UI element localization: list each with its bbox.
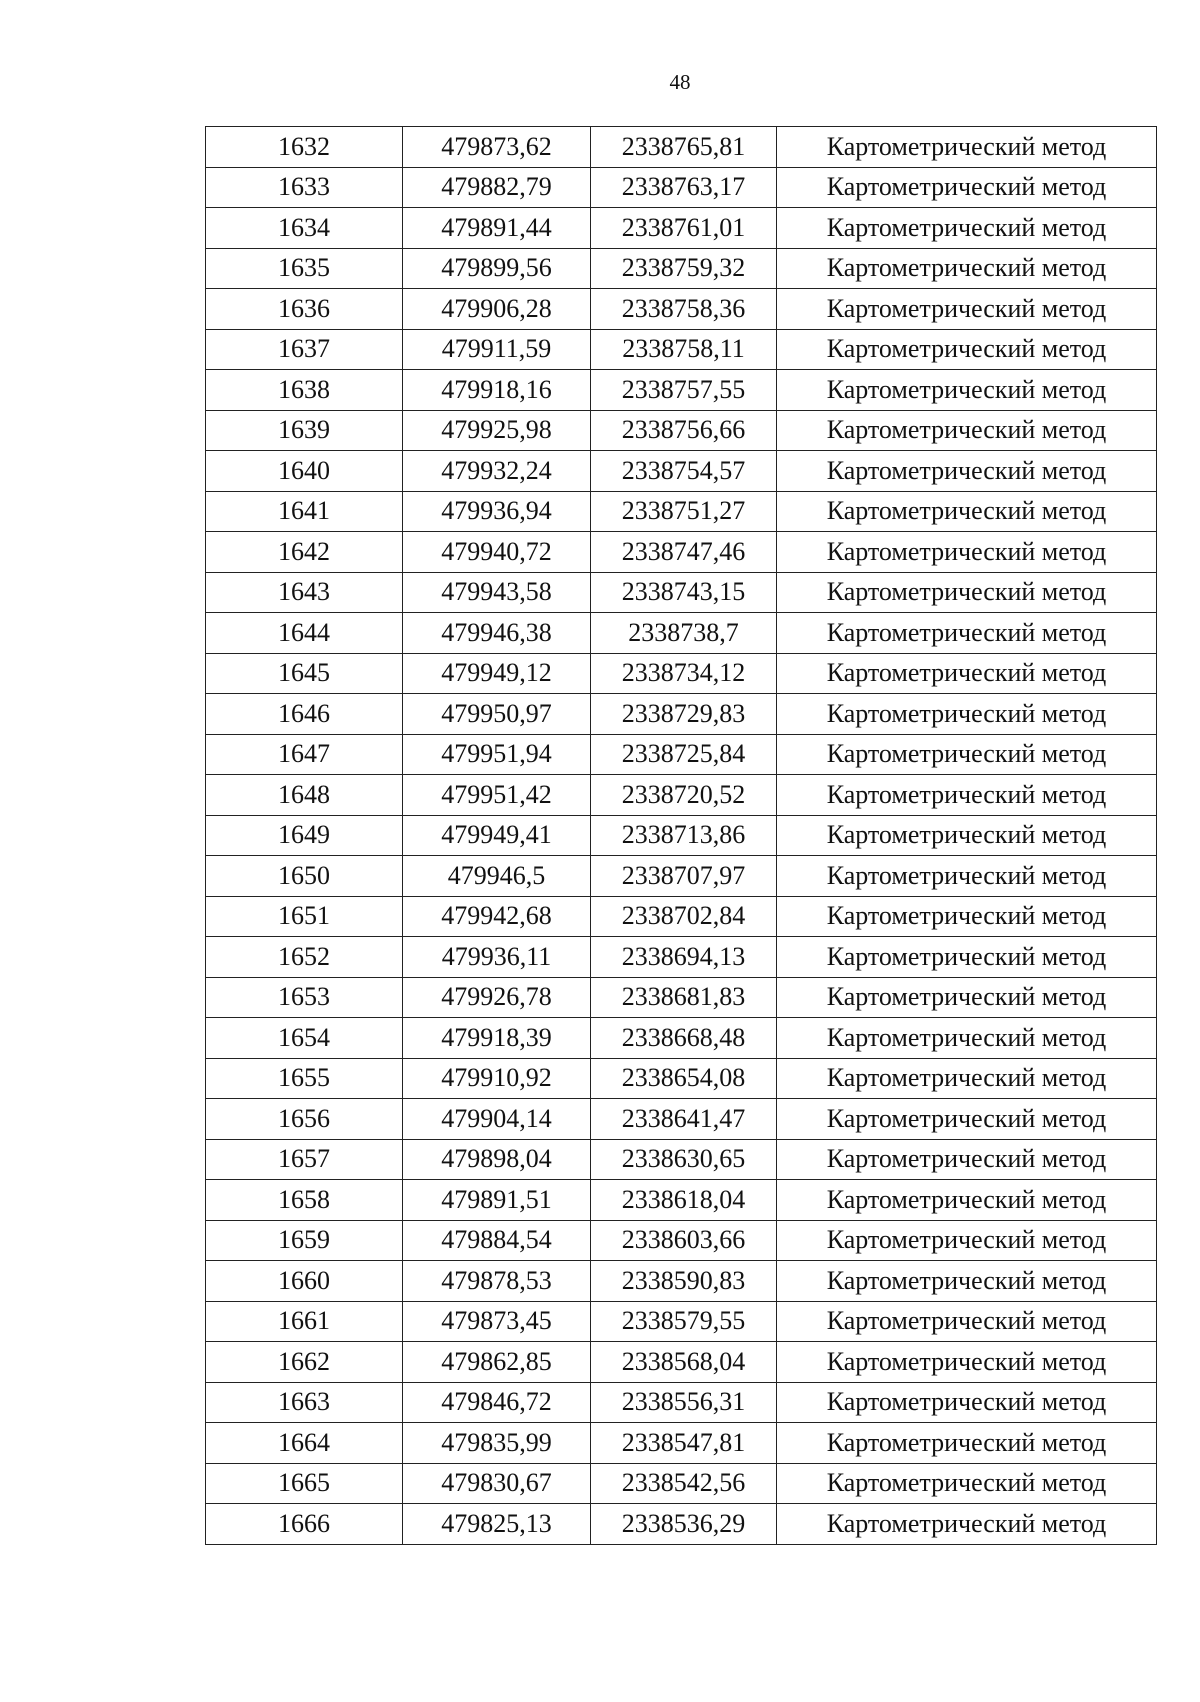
x-coordinate-cell: 479891,44	[403, 208, 591, 249]
method-cell: Картометрический метод	[777, 127, 1157, 168]
method-cell: Картометрический метод	[777, 491, 1157, 532]
point-number-cell: 1638	[206, 370, 403, 411]
table-row	[206, 896, 1157, 937]
method-cell: Картометрический метод	[777, 775, 1157, 816]
x-coordinate-cell: 479949,41	[403, 815, 591, 856]
x-coordinate-cell: 479873,45	[403, 1301, 591, 1342]
table-row	[206, 410, 1157, 451]
y-coordinate-cell: 2338654,08	[591, 1058, 777, 1099]
table-row	[206, 775, 1157, 816]
y-coordinate-cell: 2338681,83	[591, 977, 777, 1018]
method-cell: Картометрический метод	[777, 451, 1157, 492]
table-row	[206, 734, 1157, 775]
table-row	[206, 208, 1157, 249]
method-cell: Картометрический метод	[777, 1180, 1157, 1221]
point-number-cell: 1645	[206, 653, 403, 694]
table-row	[206, 977, 1157, 1018]
method-cell: Картометрический метод	[777, 856, 1157, 897]
x-coordinate-cell: 479940,72	[403, 532, 591, 573]
x-coordinate-cell: 479899,56	[403, 248, 591, 289]
table-row	[206, 167, 1157, 208]
x-coordinate-cell: 479898,04	[403, 1139, 591, 1180]
x-coordinate-cell: 479925,98	[403, 410, 591, 451]
x-coordinate-cell: 479951,42	[403, 775, 591, 816]
point-number-cell: 1656	[206, 1099, 403, 1140]
method-cell: Картометрический метод	[777, 1504, 1157, 1545]
y-coordinate-cell: 2338702,84	[591, 896, 777, 937]
point-number-cell: 1651	[206, 896, 403, 937]
table-row	[206, 1018, 1157, 1059]
x-coordinate-cell: 479882,79	[403, 167, 591, 208]
x-coordinate-cell: 479951,94	[403, 734, 591, 775]
table-row	[206, 248, 1157, 289]
point-number-cell: 1654	[206, 1018, 403, 1059]
x-coordinate-cell: 479911,59	[403, 329, 591, 370]
y-coordinate-cell: 2338568,04	[591, 1342, 777, 1383]
method-cell: Картометрический метод	[777, 1261, 1157, 1302]
y-coordinate-cell: 2338590,83	[591, 1261, 777, 1302]
method-cell: Картометрический метод	[777, 248, 1157, 289]
y-coordinate-cell: 2338668,48	[591, 1018, 777, 1059]
y-coordinate-cell: 2338547,81	[591, 1423, 777, 1464]
point-number-cell: 1657	[206, 1139, 403, 1180]
coordinates-table-body	[206, 127, 1157, 1545]
x-coordinate-cell: 479906,28	[403, 289, 591, 330]
y-coordinate-cell: 2338754,57	[591, 451, 777, 492]
method-cell: Картометрический метод	[777, 370, 1157, 411]
method-cell: Картометрический метод	[777, 1423, 1157, 1464]
table-row	[206, 856, 1157, 897]
point-number-cell: 1641	[206, 491, 403, 532]
point-number-cell: 1632	[206, 127, 403, 168]
x-coordinate-cell: 479910,92	[403, 1058, 591, 1099]
table-row	[206, 1139, 1157, 1180]
table-row	[206, 532, 1157, 573]
x-coordinate-cell: 479830,67	[403, 1463, 591, 1504]
x-coordinate-cell: 479862,85	[403, 1342, 591, 1383]
method-cell: Картометрический метод	[777, 410, 1157, 451]
point-number-cell: 1664	[206, 1423, 403, 1464]
table-row	[206, 1058, 1157, 1099]
y-coordinate-cell: 2338759,32	[591, 248, 777, 289]
point-number-cell: 1640	[206, 451, 403, 492]
x-coordinate-cell: 479936,94	[403, 491, 591, 532]
method-cell: Картометрический метод	[777, 815, 1157, 856]
method-cell: Картометрический метод	[777, 977, 1157, 1018]
x-coordinate-cell: 479825,13	[403, 1504, 591, 1545]
point-number-cell: 1644	[206, 613, 403, 654]
method-cell: Картометрический метод	[777, 937, 1157, 978]
point-number-cell: 1639	[206, 410, 403, 451]
point-number-cell: 1648	[206, 775, 403, 816]
y-coordinate-cell: 2338556,31	[591, 1382, 777, 1423]
point-number-cell: 1663	[206, 1382, 403, 1423]
point-number-cell: 1659	[206, 1220, 403, 1261]
x-coordinate-cell: 479904,14	[403, 1099, 591, 1140]
x-coordinate-cell: 479936,11	[403, 937, 591, 978]
y-coordinate-cell: 2338743,15	[591, 572, 777, 613]
x-coordinate-cell: 479942,68	[403, 896, 591, 937]
table-row	[206, 653, 1157, 694]
x-coordinate-cell: 479878,53	[403, 1261, 591, 1302]
method-cell: Картометрический метод	[777, 694, 1157, 735]
method-cell: Картометрический метод	[777, 653, 1157, 694]
y-coordinate-cell: 2338747,46	[591, 532, 777, 573]
table-row	[206, 1099, 1157, 1140]
y-coordinate-cell: 2338603,66	[591, 1220, 777, 1261]
y-coordinate-cell: 2338707,97	[591, 856, 777, 897]
method-cell: Картометрический метод	[777, 734, 1157, 775]
point-number-cell: 1653	[206, 977, 403, 1018]
table-row	[206, 937, 1157, 978]
point-number-cell: 1642	[206, 532, 403, 573]
page-number: 48	[669, 70, 691, 94]
y-coordinate-cell: 2338738,7	[591, 613, 777, 654]
table-row	[206, 329, 1157, 370]
table-row	[206, 451, 1157, 492]
point-number-cell: 1637	[206, 329, 403, 370]
y-coordinate-cell: 2338761,01	[591, 208, 777, 249]
x-coordinate-cell: 479918,39	[403, 1018, 591, 1059]
y-coordinate-cell: 2338720,52	[591, 775, 777, 816]
table-row	[206, 694, 1157, 735]
x-coordinate-cell: 479946,38	[403, 613, 591, 654]
table-row	[206, 1423, 1157, 1464]
table-row	[206, 289, 1157, 330]
point-number-cell: 1658	[206, 1180, 403, 1221]
y-coordinate-cell: 2338536,29	[591, 1504, 777, 1545]
table-row	[206, 1261, 1157, 1302]
point-number-cell: 1635	[206, 248, 403, 289]
point-number-cell: 1634	[206, 208, 403, 249]
table-row	[206, 1342, 1157, 1383]
table-row	[206, 370, 1157, 411]
method-cell: Картометрический метод	[777, 208, 1157, 249]
x-coordinate-cell: 479950,97	[403, 694, 591, 735]
method-cell: Картометрический метод	[777, 329, 1157, 370]
x-coordinate-cell: 479946,5	[403, 856, 591, 897]
point-number-cell: 1661	[206, 1301, 403, 1342]
point-number-cell: 1643	[206, 572, 403, 613]
method-cell: Картометрический метод	[777, 1220, 1157, 1261]
x-coordinate-cell: 479918,16	[403, 370, 591, 411]
y-coordinate-cell: 2338751,27	[591, 491, 777, 532]
y-coordinate-cell: 2338765,81	[591, 127, 777, 168]
table-row	[206, 815, 1157, 856]
y-coordinate-cell: 2338630,65	[591, 1139, 777, 1180]
y-coordinate-cell: 2338579,55	[591, 1301, 777, 1342]
y-coordinate-cell: 2338694,13	[591, 937, 777, 978]
method-cell: Картометрический метод	[777, 167, 1157, 208]
point-number-cell: 1652	[206, 937, 403, 978]
y-coordinate-cell: 2338734,12	[591, 653, 777, 694]
y-coordinate-cell: 2338758,11	[591, 329, 777, 370]
table-row	[206, 1301, 1157, 1342]
table-row	[206, 613, 1157, 654]
method-cell: Картометрический метод	[777, 1382, 1157, 1423]
x-coordinate-cell: 479949,12	[403, 653, 591, 694]
y-coordinate-cell: 2338763,17	[591, 167, 777, 208]
point-number-cell: 1649	[206, 815, 403, 856]
y-coordinate-cell: 2338729,83	[591, 694, 777, 735]
coordinates-table	[205, 126, 1157, 1545]
method-cell: Картометрический метод	[777, 572, 1157, 613]
table-row	[206, 1180, 1157, 1221]
point-number-cell: 1650	[206, 856, 403, 897]
x-coordinate-cell: 479932,24	[403, 451, 591, 492]
x-coordinate-cell: 479873,62	[403, 127, 591, 168]
x-coordinate-cell: 479926,78	[403, 977, 591, 1018]
x-coordinate-cell: 479835,99	[403, 1423, 591, 1464]
table-row	[206, 491, 1157, 532]
y-coordinate-cell: 2338758,36	[591, 289, 777, 330]
point-number-cell: 1636	[206, 289, 403, 330]
method-cell: Картометрический метод	[777, 532, 1157, 573]
y-coordinate-cell: 2338713,86	[591, 815, 777, 856]
table-row	[206, 1220, 1157, 1261]
point-number-cell: 1666	[206, 1504, 403, 1545]
point-number-cell: 1633	[206, 167, 403, 208]
point-number-cell: 1655	[206, 1058, 403, 1099]
point-number-cell: 1660	[206, 1261, 403, 1302]
point-number-cell: 1662	[206, 1342, 403, 1383]
method-cell: Картометрический метод	[777, 1301, 1157, 1342]
method-cell: Картометрический метод	[777, 1139, 1157, 1180]
x-coordinate-cell: 479884,54	[403, 1220, 591, 1261]
y-coordinate-cell: 2338725,84	[591, 734, 777, 775]
method-cell: Картометрический метод	[777, 896, 1157, 937]
x-coordinate-cell: 479891,51	[403, 1180, 591, 1221]
x-coordinate-cell: 479846,72	[403, 1382, 591, 1423]
point-number-cell: 1665	[206, 1463, 403, 1504]
x-coordinate-cell: 479943,58	[403, 572, 591, 613]
y-coordinate-cell: 2338542,56	[591, 1463, 777, 1504]
method-cell: Картометрический метод	[777, 1018, 1157, 1059]
point-number-cell: 1646	[206, 694, 403, 735]
table-row	[206, 1382, 1157, 1423]
method-cell: Картометрический метод	[777, 1342, 1157, 1383]
method-cell: Картометрический метод	[777, 289, 1157, 330]
table-row	[206, 127, 1157, 168]
method-cell: Картометрический метод	[777, 1058, 1157, 1099]
method-cell: Картометрический метод	[777, 1463, 1157, 1504]
y-coordinate-cell: 2338757,55	[591, 370, 777, 411]
y-coordinate-cell: 2338618,04	[591, 1180, 777, 1221]
table-row	[206, 572, 1157, 613]
y-coordinate-cell: 2338641,47	[591, 1099, 777, 1140]
table-row	[206, 1463, 1157, 1504]
y-coordinate-cell: 2338756,66	[591, 410, 777, 451]
method-cell: Картометрический метод	[777, 613, 1157, 654]
table-row	[206, 1504, 1157, 1545]
method-cell: Картометрический метод	[777, 1099, 1157, 1140]
point-number-cell: 1647	[206, 734, 403, 775]
